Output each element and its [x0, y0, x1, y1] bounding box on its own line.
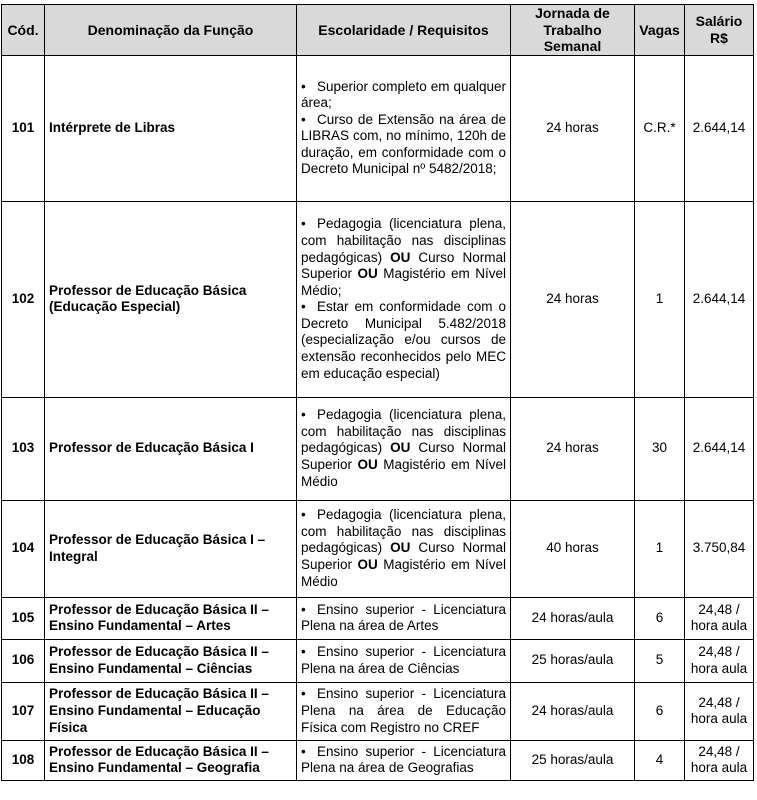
or-keyword: OU [390, 249, 411, 265]
bullet-icon: • [301, 299, 306, 315]
bullet-icon: • [301, 644, 306, 660]
requirement-item [301, 112, 506, 178]
header-requirements: Escolaridade / Requisitos [297, 5, 511, 56]
function-line: Ensino Fundamental – Artes [49, 618, 231, 634]
salary-line: 24,48 / [698, 743, 740, 759]
requirement-text: Ensino superior - Licenciatura Plena na área de Ciências [301, 644, 506, 676]
positions-table [1, 4, 754, 781]
row-requirements [297, 682, 511, 740]
salary-line: hora aula [690, 711, 748, 727]
row-code: 108 [2, 740, 45, 780]
function-line: Professor de Educação Básica [49, 282, 247, 298]
salary-line: 24,48 / [698, 694, 740, 710]
row-code: 101 [2, 55, 45, 201]
requirement-item [301, 744, 506, 777]
row-requirements [297, 500, 511, 597]
table-row [2, 500, 754, 597]
salary-line: hora aula [690, 618, 748, 634]
function-line: Professor de Educação Básica II – [49, 686, 269, 702]
requirement-text: Pedagogia (licenciatura plena, com habilitação nas disciplinas pedagógicas) [301, 407, 506, 456]
requirement-item [301, 216, 506, 299]
salary-line: 24,48 / [698, 601, 740, 617]
function-line: Ensino Fundamental – Geografia [49, 760, 260, 776]
requirement-item [301, 407, 506, 490]
row-function [45, 500, 297, 597]
row-code: 104 [2, 500, 45, 597]
row-salary: 2.644,14 [685, 55, 754, 201]
requirement-text: Ensino superior - Licenciatura Plena na área de Geografias [301, 743, 506, 776]
table-row [2, 597, 754, 639]
row-workload: 24 horas/aula [511, 682, 635, 740]
or-keyword: OU [357, 557, 378, 573]
row-code: 103 [2, 397, 45, 500]
function-line: Ensino Fundamental – Ciências [49, 660, 253, 676]
header-salary-line2: R$ [710, 29, 728, 46]
table-row [2, 682, 754, 740]
requirement-text: Estar em conformidade com o Decreto Municipal 5.482/2018 (especialização e/ou cursos de extensão reconhecidos pelo MEC em educação especial) [301, 299, 506, 381]
function-line: Ensino Fundamental – Educação [49, 702, 261, 718]
header-workload [511, 5, 635, 56]
table-row [2, 740, 754, 780]
or-keyword: OU [390, 440, 411, 456]
requirement-text: Magistério em Nível Médio [301, 557, 506, 589]
function-line: Integral [49, 548, 98, 564]
row-vacancies: 1 [635, 500, 685, 597]
row-salary [685, 597, 754, 639]
requirement-text: Ensino superior - Licenciatura Plena na área de Educação Física com Registro no CREF [301, 686, 506, 735]
header-function: Denominação da Função [45, 5, 297, 56]
requirement-text: Curso de Extensão na área de LIBRAS com, no mínimo, 120h de duração, em conformidade com o Decreto Municipal nº 5482/2018; [301, 111, 506, 177]
row-requirements [297, 740, 511, 780]
row-function [45, 682, 297, 740]
table-row [2, 201, 754, 397]
requirement-item [301, 507, 506, 590]
requirement-item [301, 299, 506, 382]
table-row [2, 397, 754, 500]
row-workload: 25 horas/aula [511, 639, 635, 682]
bullet-icon: • [301, 601, 306, 617]
row-salary [685, 639, 754, 682]
row-code: 102 [2, 201, 45, 397]
salary-line: hora aula [690, 760, 748, 776]
table-body [2, 55, 754, 780]
row-salary [685, 682, 754, 740]
bullet-icon: • [301, 407, 306, 423]
header-salary-line1: Salário [695, 13, 743, 30]
bullet-icon: • [301, 743, 306, 759]
or-keyword: OU [357, 457, 378, 473]
bullet-icon: • [301, 111, 306, 127]
header-code: Cód. [2, 5, 45, 56]
row-code: 105 [2, 597, 45, 639]
row-vacancies: 4 [635, 740, 685, 780]
requirement-item [301, 644, 506, 677]
requirement-text: Magistério em Nível Médio [301, 457, 506, 489]
row-vacancies: 6 [635, 682, 685, 740]
row-workload: 24 horas [511, 201, 635, 397]
function-line: Professor de Educação Básica II – [49, 743, 269, 759]
requirement-item [301, 79, 506, 112]
row-function [45, 201, 297, 397]
requirement-text: Superior completo em qualquer área; [301, 78, 506, 111]
row-function: Professor de Educação Básica I [45, 397, 297, 500]
or-keyword: OU [357, 266, 378, 282]
header-salary [685, 5, 754, 56]
salary-line: hora aula [690, 660, 748, 676]
row-workload: 24 horas/aula [511, 597, 635, 639]
row-requirements [297, 639, 511, 682]
row-requirements [297, 55, 511, 201]
row-salary: 2.644,14 [685, 201, 754, 397]
salary-line: 24,48 / [698, 644, 740, 660]
bullet-icon: • [301, 78, 306, 94]
row-function: Intérprete de Libras [45, 55, 297, 201]
row-requirements [297, 201, 511, 397]
requirement-text: Pedagogia (licenciatura plena, com habilitação nas disciplinas pedagógicas) [301, 216, 506, 265]
row-workload: 24 horas [511, 55, 635, 201]
requirement-text: Curso Normal Superior [301, 440, 506, 473]
function-line: (Educação Especial) [49, 299, 181, 315]
or-keyword: OU [390, 540, 411, 556]
table-row [2, 55, 754, 201]
requirement-text: Curso Normal Superior [301, 540, 506, 573]
function-line: Professor de Educação Básica II – [49, 644, 269, 660]
header-workload-line1: Jornada de [535, 5, 610, 21]
row-requirements [297, 597, 511, 639]
requirement-text: Ensino superior - Licenciatura Plena na área de Artes [301, 601, 506, 634]
requirement-text: Magistério em Nível Médio; [301, 266, 506, 298]
bullet-icon: • [301, 216, 306, 232]
row-vacancies: 6 [635, 597, 685, 639]
function-line: Física [49, 719, 88, 735]
row-salary [685, 740, 754, 780]
requirement-text: Curso Normal Superior [301, 249, 506, 282]
table-header [2, 5, 754, 56]
requirement-item [301, 602, 506, 635]
row-vacancies: 30 [635, 397, 685, 500]
row-function [45, 597, 297, 639]
row-workload: 40 horas [511, 500, 635, 597]
row-code: 106 [2, 639, 45, 682]
requirement-text: Pedagogia (licenciatura plena, com habilitação nas disciplinas pedagógicas) [301, 507, 506, 556]
bullet-icon: • [301, 686, 306, 702]
row-salary: 2.644,14 [685, 397, 754, 500]
requirement-item [301, 686, 506, 736]
bullet-icon: • [301, 507, 306, 523]
header-workload-line2: Trabalho Semanal [543, 21, 602, 55]
row-code: 107 [2, 682, 45, 740]
row-function [45, 740, 297, 780]
function-line: Professor de Educação Básica II – [49, 601, 269, 617]
header-vacancies: Vagas [635, 5, 685, 56]
row-vacancies: 5 [635, 639, 685, 682]
row-requirements [297, 397, 511, 500]
row-vacancies: 1 [635, 201, 685, 397]
row-workload: 25 horas/aula [511, 740, 635, 780]
function-line: Professor de Educação Básica I – [49, 532, 266, 548]
row-function [45, 639, 297, 682]
header-row [2, 5, 754, 56]
row-workload: 24 horas [511, 397, 635, 500]
row-vacancies: C.R.* [635, 55, 685, 201]
table-row [2, 639, 754, 682]
row-salary: 3.750,84 [685, 500, 754, 597]
